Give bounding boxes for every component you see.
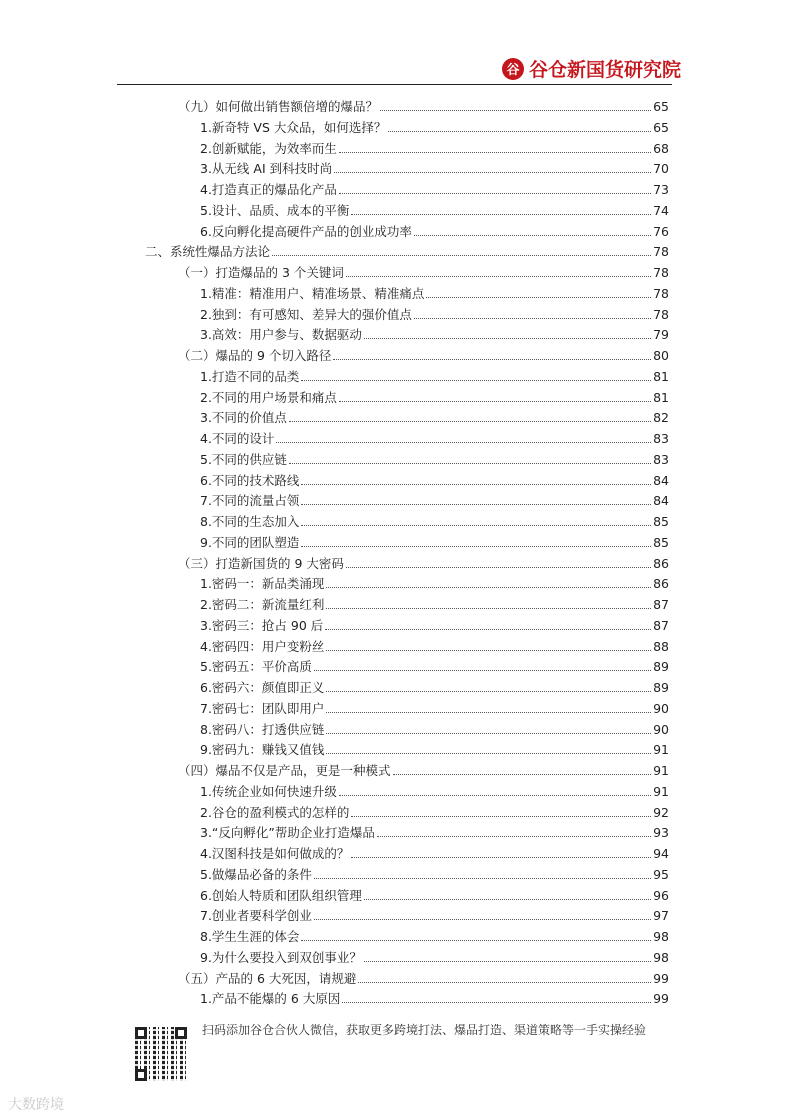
toc-entry[interactable] — [200, 842, 669, 862]
toc-entry[interactable] — [200, 406, 669, 426]
dot-leader — [314, 878, 651, 879]
toc-entry-page: 95 — [653, 866, 669, 882]
toc-entry-page: 93 — [653, 825, 669, 841]
toc-entry-title: 7.密码七：团队即用户 — [200, 700, 325, 716]
toc-entry-page: 94 — [653, 846, 669, 861]
dot-leader — [314, 919, 651, 920]
dot-leader — [351, 816, 651, 817]
toc-entry-page: 78 — [653, 306, 669, 322]
toc-entry[interactable] — [200, 655, 669, 675]
toc-entry-page: 81 — [653, 389, 669, 405]
dot-leader — [388, 131, 651, 132]
dot-leader — [339, 193, 651, 194]
toc-entry[interactable] — [200, 821, 669, 841]
toc-entry[interactable] — [178, 344, 669, 364]
dot-leader — [326, 587, 651, 588]
toc-entry[interactable] — [200, 386, 669, 406]
toc-entry-title: 2.谷仓的盈利模式的怎样的 — [200, 804, 350, 820]
dot-leader — [346, 276, 651, 277]
toc-entry-page: 78 — [653, 244, 669, 260]
toc-entry-page: 87 — [653, 597, 669, 612]
toc-entry-page: 91 — [653, 742, 669, 758]
dot-leader — [301, 380, 651, 381]
dot-leader — [358, 982, 651, 983]
dot-leader — [326, 650, 651, 651]
toc-entry[interactable] — [200, 137, 669, 157]
toc-entry[interactable] — [200, 427, 669, 447]
toc-entry-title: 2.创新赋能，为效率而生 — [200, 140, 337, 156]
toc-entry[interactable] — [200, 614, 669, 634]
toc-entry-title: 5.设计、品质、成本的平衡 — [200, 202, 350, 218]
dot-leader — [346, 567, 651, 568]
toc-entry[interactable] — [200, 199, 669, 219]
toc-entry[interactable] — [200, 635, 669, 655]
toc-entry-page: 89 — [653, 659, 669, 675]
toc-entry-title: 3.不同的价值点 — [200, 410, 287, 426]
toc-entry-title: 2.独到：有可感知、差异大的强价值点 — [200, 306, 412, 322]
toc-entry-title: 2.不同的用户场景和痛点 — [200, 389, 337, 405]
toc-entry-page: 86 — [653, 555, 669, 571]
header-divider — [117, 84, 672, 85]
toc-entry-title: 1.产品不能爆的 6 大原因 — [200, 991, 341, 1007]
toc-entry-page: 86 — [653, 576, 669, 592]
toc-entry[interactable] — [200, 365, 669, 385]
toc-entry-title: 9.密码九：赚钱又值钱 — [200, 742, 325, 758]
dot-leader — [334, 172, 651, 173]
toc-entry-title: 1.传统企业如何快速升级 — [200, 783, 337, 799]
toc-entry[interactable] — [200, 987, 669, 1007]
toc-entry-page: 84 — [653, 472, 669, 488]
toc-entry[interactable] — [200, 572, 669, 592]
toc-entry[interactable] — [200, 323, 669, 343]
toc-entry-page: 84 — [653, 493, 669, 509]
dot-leader — [351, 214, 651, 215]
toc-entry-page: 80 — [653, 348, 669, 363]
toc-entry-title: （三）打造新国货的 9 大密码 — [178, 555, 344, 571]
toc-entry[interactable] — [200, 780, 669, 800]
header-logo — [502, 55, 681, 82]
toc-entry[interactable] — [200, 904, 669, 924]
toc-entry-title: （九）如何做出销售额倍增的爆品？ — [178, 99, 379, 114]
toc-entry[interactable] — [178, 759, 669, 779]
toc-entry-page: 97 — [653, 908, 669, 924]
toc-entry[interactable] — [200, 303, 669, 323]
toc-entry-page: 70 — [653, 161, 669, 177]
toc-entry[interactable] — [178, 261, 669, 281]
toc-entry-title: 8.学生生涯的体会 — [200, 929, 300, 944]
toc-entry-title: 6.创始人特质和团队组织管理 — [200, 887, 362, 903]
dot-leader — [326, 712, 651, 713]
toc-entry-page: 74 — [653, 202, 669, 218]
dot-leader — [380, 110, 651, 111]
toc-entry-page: 82 — [653, 410, 669, 426]
toc-entry-title: 5.做爆品必备的条件 — [200, 866, 312, 882]
dot-leader — [364, 899, 651, 900]
dot-leader — [364, 961, 651, 962]
toc-entry[interactable] — [200, 801, 669, 821]
toc-entry[interactable] — [200, 157, 669, 177]
toc-entry-page: 73 — [653, 182, 669, 197]
toc-entry-page: 78 — [653, 285, 669, 301]
toc-entry-page: 99 — [653, 991, 669, 1007]
dot-leader — [339, 152, 651, 153]
dot-leader — [289, 463, 651, 464]
logo-text: 谷仓新国货研究院 — [529, 59, 682, 81]
dot-leader — [426, 297, 651, 298]
toc-entry-title: 8.密码八：打透供应链 — [200, 721, 325, 737]
toc-entry[interactable] — [200, 925, 669, 945]
toc-entry-title: 3.“反向孵化”帮助企业打造爆品 — [200, 825, 375, 841]
toc-entry[interactable] — [200, 697, 669, 717]
dot-leader — [301, 504, 651, 505]
toc-entry-page: 99 — [653, 970, 669, 986]
toc-entry-title: （一）打造爆品的 3 个关键词 — [178, 265, 344, 280]
toc-entry-title: 7.创业者要科学创业 — [200, 908, 312, 924]
toc-entry-title: （二）爆品的 9 个切入路径 — [178, 348, 332, 363]
logo-icon: 谷 — [502, 58, 524, 80]
toc-entry-title: 6.不同的技术路线 — [200, 472, 300, 488]
toc-entry-title: 1.密码一：新品类涌现 — [200, 576, 325, 592]
toc-entry[interactable] — [200, 863, 669, 883]
toc-entry-page: 78 — [653, 265, 669, 280]
toc-entry-page: 96 — [653, 887, 669, 903]
toc-entry[interactable] — [200, 282, 669, 302]
toc-entry[interactable] — [178, 95, 669, 115]
watermark: 大数跨境 — [8, 1097, 64, 1113]
toc-entry-title: 6.反向孵化提高硬件产品的创业成功率 — [200, 223, 412, 239]
toc-entry-title: 3.从无线 AI 到科技时尚 — [200, 161, 333, 177]
toc-entry-page: 79 — [653, 327, 669, 343]
toc-entry-title: 9.不同的团队塑造 — [200, 534, 300, 550]
toc-entry-page: 90 — [653, 721, 669, 737]
footer-text: 扫码添加谷仓合伙人微信，获取更多跨境打法、爆品打造、渠道策略等一手实操经验 — [202, 1023, 647, 1037]
dot-leader — [351, 857, 651, 858]
dot-leader — [377, 836, 651, 837]
toc-entry[interactable] — [200, 116, 669, 136]
toc-entry[interactable] — [200, 178, 669, 198]
toc-entry-page: 91 — [653, 763, 669, 778]
dot-leader — [364, 338, 651, 339]
toc-entry-title: 4.汉图科技是如何做成的？ — [200, 846, 350, 861]
dot-leader — [339, 401, 651, 402]
toc-entry-title: 1.新奇特 VS 大众品，如何选择？ — [200, 119, 387, 135]
toc-entry-page: 92 — [653, 804, 669, 820]
dot-leader — [301, 940, 651, 941]
toc-entry-title: 8.不同的生态加入 — [200, 514, 300, 529]
toc-entry-title: （四）爆品不仅是产品，更是一种模式 — [178, 763, 391, 778]
qr-code-icon — [135, 1027, 187, 1081]
dot-leader — [393, 774, 652, 775]
toc-entry-title: 4.密码四：用户变粉丝 — [200, 638, 325, 654]
toc-entry-title: 5.密码五：平价高质 — [200, 659, 312, 675]
dot-leader — [272, 255, 651, 256]
toc-entry-title: 7.不同的流量占领 — [200, 493, 300, 509]
toc-entry-page: 65 — [653, 99, 669, 114]
toc-entry[interactable] — [200, 448, 669, 468]
dot-leader — [326, 608, 651, 609]
dot-leader — [326, 691, 651, 692]
dot-leader — [301, 525, 651, 526]
dot-leader — [326, 733, 651, 734]
toc-entry-title: 4.不同的设计 — [200, 431, 275, 446]
dot-leader — [276, 442, 651, 443]
dot-leader — [414, 318, 651, 319]
toc-entry-title: 4.打造真正的爆品化产品 — [200, 182, 337, 197]
toc-entry-page: 88 — [653, 638, 669, 654]
toc-entry[interactable] — [200, 510, 669, 530]
toc-entry-page: 83 — [653, 451, 669, 467]
toc-entry-page: 65 — [653, 119, 669, 135]
toc-entry-page: 83 — [653, 431, 669, 446]
toc-entry[interactable] — [200, 531, 669, 551]
dot-leader — [339, 795, 651, 796]
toc-entry[interactable] — [200, 738, 669, 758]
toc-entry[interactable] — [200, 676, 669, 696]
toc-entry[interactable] — [200, 593, 669, 613]
toc-entry-title: 二、系统性爆品方法论 — [145, 244, 271, 260]
toc-entry-page: 98 — [653, 949, 669, 965]
toc-entry[interactable] — [145, 240, 669, 260]
toc-entry-title: 1.精准：精准用户、精准场景、精准痛点 — [200, 285, 425, 301]
dot-leader — [414, 235, 651, 236]
toc-entry-title: 3.密码三：抢占 90 后 — [200, 617, 324, 633]
toc-entry-title: 5.不同的供应链 — [200, 451, 287, 467]
toc-entry[interactable] — [200, 946, 669, 966]
dot-leader — [301, 484, 651, 485]
toc-entry-title: 1.打造不同的品类 — [200, 368, 300, 384]
toc-entry[interactable] — [178, 552, 669, 572]
toc-entry-page: 91 — [653, 783, 669, 799]
toc-entry-title: 2.密码二：新流量红利 — [200, 597, 325, 612]
toc-entry-page: 68 — [653, 140, 669, 156]
dot-leader — [325, 629, 651, 630]
toc-entry-title: 3.高效：用户参与、数据驱动 — [200, 327, 362, 343]
toc-entry[interactable] — [200, 220, 669, 240]
dot-leader — [314, 670, 651, 671]
dot-leader — [342, 1002, 651, 1003]
toc-entry-page: 90 — [653, 700, 669, 716]
dot-leader — [301, 546, 651, 547]
toc-entry[interactable] — [200, 884, 669, 904]
dot-leader — [333, 359, 651, 360]
toc-entry-page: 81 — [653, 368, 669, 384]
toc-entry[interactable] — [200, 718, 669, 738]
toc-entry-page: 89 — [653, 680, 669, 695]
toc-entry[interactable] — [200, 469, 669, 489]
toc-entry[interactable] — [178, 967, 669, 987]
toc-entry-title: （五）产品的 6 大死因，请规避 — [178, 970, 357, 986]
toc-entry-page: 85 — [653, 514, 669, 529]
toc-entry-page: 76 — [653, 223, 669, 239]
toc-entry-title: 6.密码六：颜值即正义 — [200, 680, 325, 695]
toc-entry-page: 98 — [653, 929, 669, 944]
toc-entry-page: 85 — [653, 534, 669, 550]
toc-entry-title: 9.为什么要投入到双创事业？ — [200, 949, 362, 965]
toc-entry[interactable] — [200, 489, 669, 509]
toc-entry-page: 87 — [653, 617, 669, 633]
dot-leader — [289, 421, 651, 422]
dot-leader — [326, 753, 651, 754]
